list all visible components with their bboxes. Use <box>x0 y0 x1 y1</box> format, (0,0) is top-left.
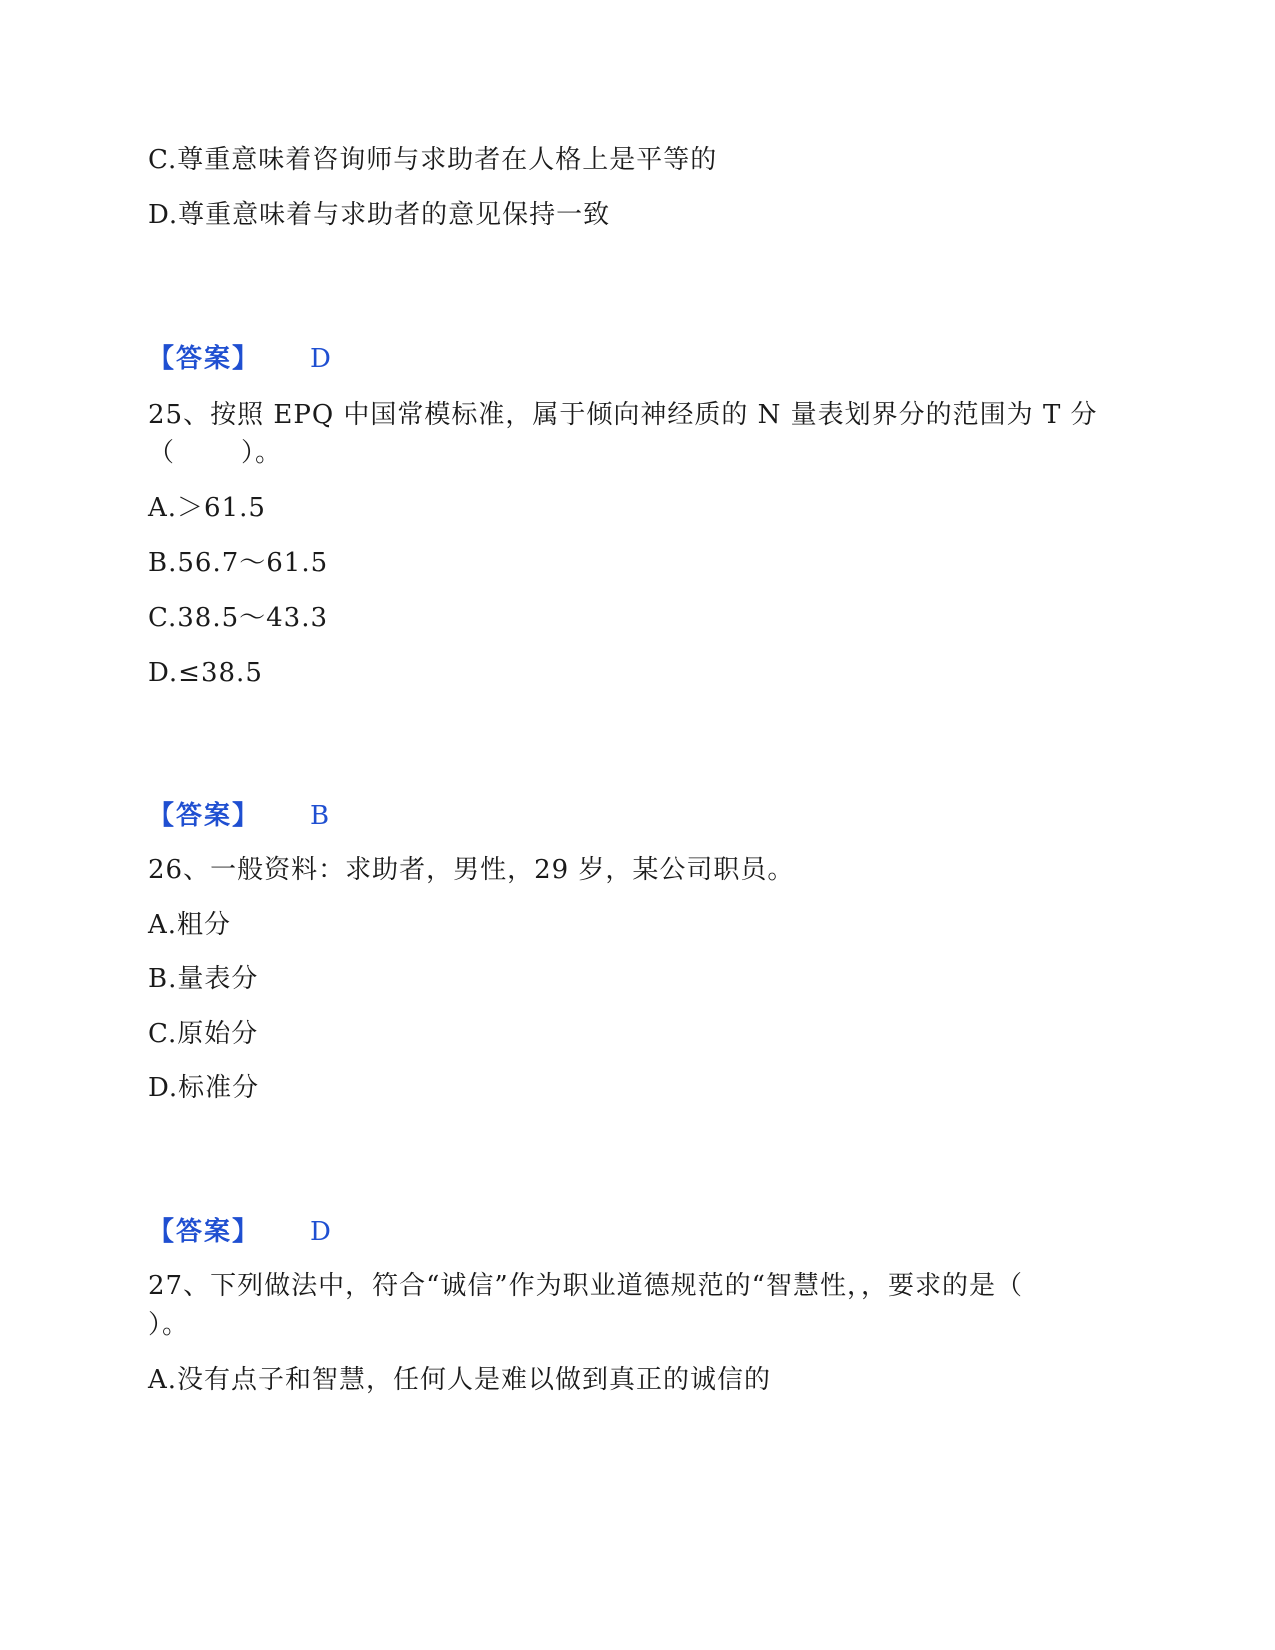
q25-option-a: A.＞61.5 <box>148 493 266 523</box>
q25-stem: 25、按照 EPQ 中国常模标准，属于倾向神经质的 N 量表划界分的范围为 T 分 <box>148 400 1098 430</box>
q26-option-c: C.原始分 <box>148 1019 259 1049</box>
q25-answer <box>148 799 329 833</box>
answer-value: B <box>310 801 330 831</box>
q24-option-c: C.尊重意味着咨询师与求助者在人格上是平等的 <box>148 145 718 175</box>
answer-value: D <box>310 344 331 374</box>
q25-option-c: C.38.5～43.3 <box>148 603 329 633</box>
q25-stem-paren <box>148 436 282 470</box>
q27-stem: 27、下列做法中，符合“诚信”作为职业道德规范的“智慧性，，要求的是（ <box>148 1271 1023 1301</box>
q26-option-a: A.粗分 <box>148 910 232 940</box>
answer-label: 【答案】 <box>148 344 261 374</box>
q26-answer <box>148 1215 331 1249</box>
q24-answer <box>148 342 331 376</box>
q25-paren-close: ）。 <box>241 438 283 468</box>
q24-option-d: D.尊重意味着与求助者的意见保持一致 <box>148 200 611 230</box>
q27-option-a: A.没有点子和智慧，任何人是难以做到真正的诚信的 <box>148 1365 772 1395</box>
q25-paren-open: （ <box>148 438 176 468</box>
answer-label: 【答案】 <box>148 801 261 831</box>
q26-option-d: D.标准分 <box>148 1073 260 1103</box>
answer-label: 【答案】 <box>148 1217 261 1247</box>
answer-value: D <box>310 1217 331 1247</box>
q26-stem: 26、一般资料：求助者，男性，29 岁，某公司职员。 <box>148 855 795 885</box>
q26-option-b: B.量表分 <box>148 964 259 994</box>
q27-stem-cont: ）。 <box>148 1310 190 1340</box>
q25-option-b: B.56.7～61.5 <box>148 548 329 578</box>
q25-option-d: D.≤38.5 <box>148 658 263 688</box>
